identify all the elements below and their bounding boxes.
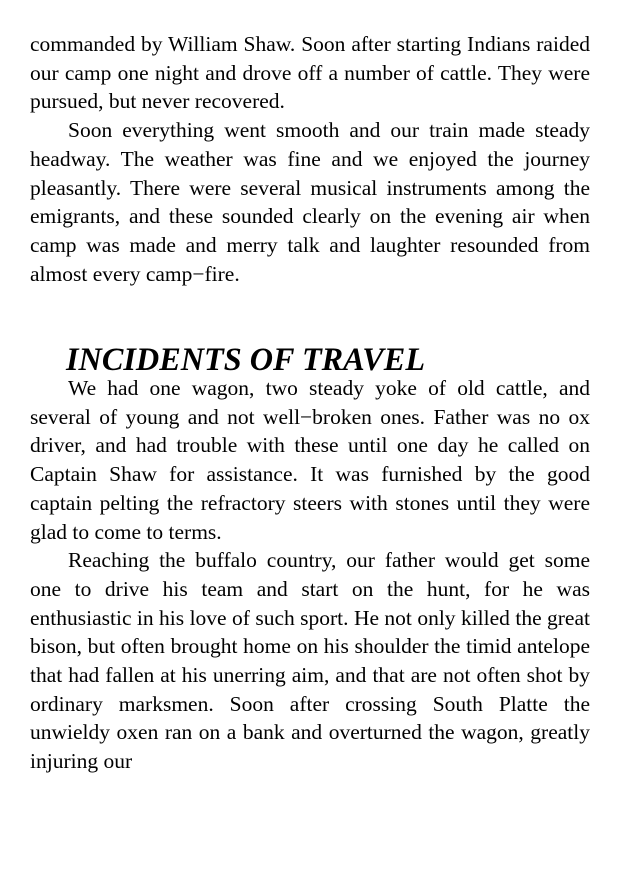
paragraph-4: Reaching the buffalo country, our father would get some one to drive his team and start on the hunt, for he was enthusiastic in his love of such sport. He not only killed the great bison, but often brought home on his shoulder the timid antelope that had fallen at his unerring aim, and that are not often shot by ordinary marksmen. Soon after crossing South Platte the unwieldy oxen ran on a bank and overturned the wagon, greatly injuring our <box>30 548 590 774</box>
section-heading: INCIDENTS OF TRAVEL <box>66 341 426 378</box>
paragraph-2: Soon everything went smooth and our train made steady headway. The weather was fine and we enjoyed the journey pleasantly. There were several musical instruments among the emigrants, and these sounded clearly on the evening air when camp was made and merry talk and laughter resounded from almost every camp−fire. <box>30 118 590 286</box>
document-page <box>30 30 590 776</box>
paragraph-1: commanded by William Shaw. Soon after starting Indians raided our camp one night and drove off a number of cattle. They were pursued, but never recovered. <box>30 32 590 114</box>
paragraph-3: We had one wagon, two steady yoke of old cattle, and several of young and not well−broken ones. Father was no ox driver, and had trouble with these until one day he called on Captain Shaw for assistance. It was furnished by the good captain pelting the refractory steers with stones until they were glad to come to terms. <box>30 376 590 544</box>
section-spacer <box>30 288 590 345</box>
